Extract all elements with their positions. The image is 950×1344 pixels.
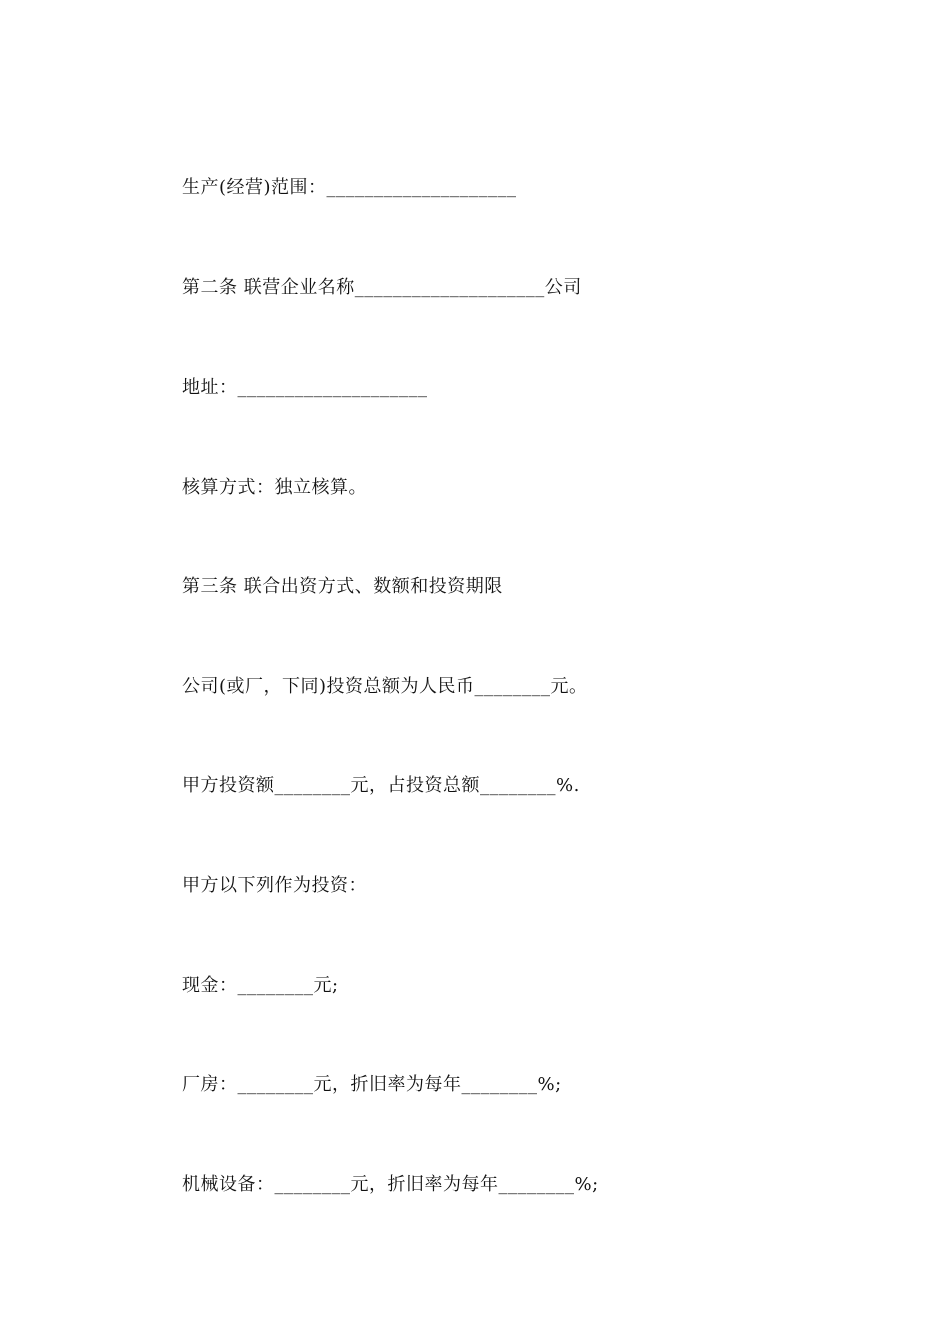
- cash-line: 现金：________元;: [182, 975, 339, 996]
- business-scope-line: 生产(经营)范围：____________________: [182, 177, 517, 198]
- accounting-method-line: 核算方式：独立核算。: [182, 477, 367, 498]
- article-two-enterprise-name: 第二条 联营企业名称____________________公司: [182, 277, 582, 298]
- total-investment-line: 公司(或厂，下同)投资总额为人民币________元。: [182, 676, 588, 697]
- address-line: 地址：____________________: [182, 377, 428, 398]
- factory-building-line: 厂房：________元，折旧率为每年________%;: [182, 1074, 562, 1095]
- party-a-investment-line: 甲方投资额________元，占投资总额________%.: [182, 775, 580, 796]
- article-three-heading: 第三条 联合出资方式、数额和投资期限: [182, 576, 503, 597]
- party-a-invests-with-line: 甲方以下列作为投资：: [182, 875, 367, 896]
- machinery-equipment-line: 机械设备：________元，折旧率为每年________%;: [182, 1174, 599, 1195]
